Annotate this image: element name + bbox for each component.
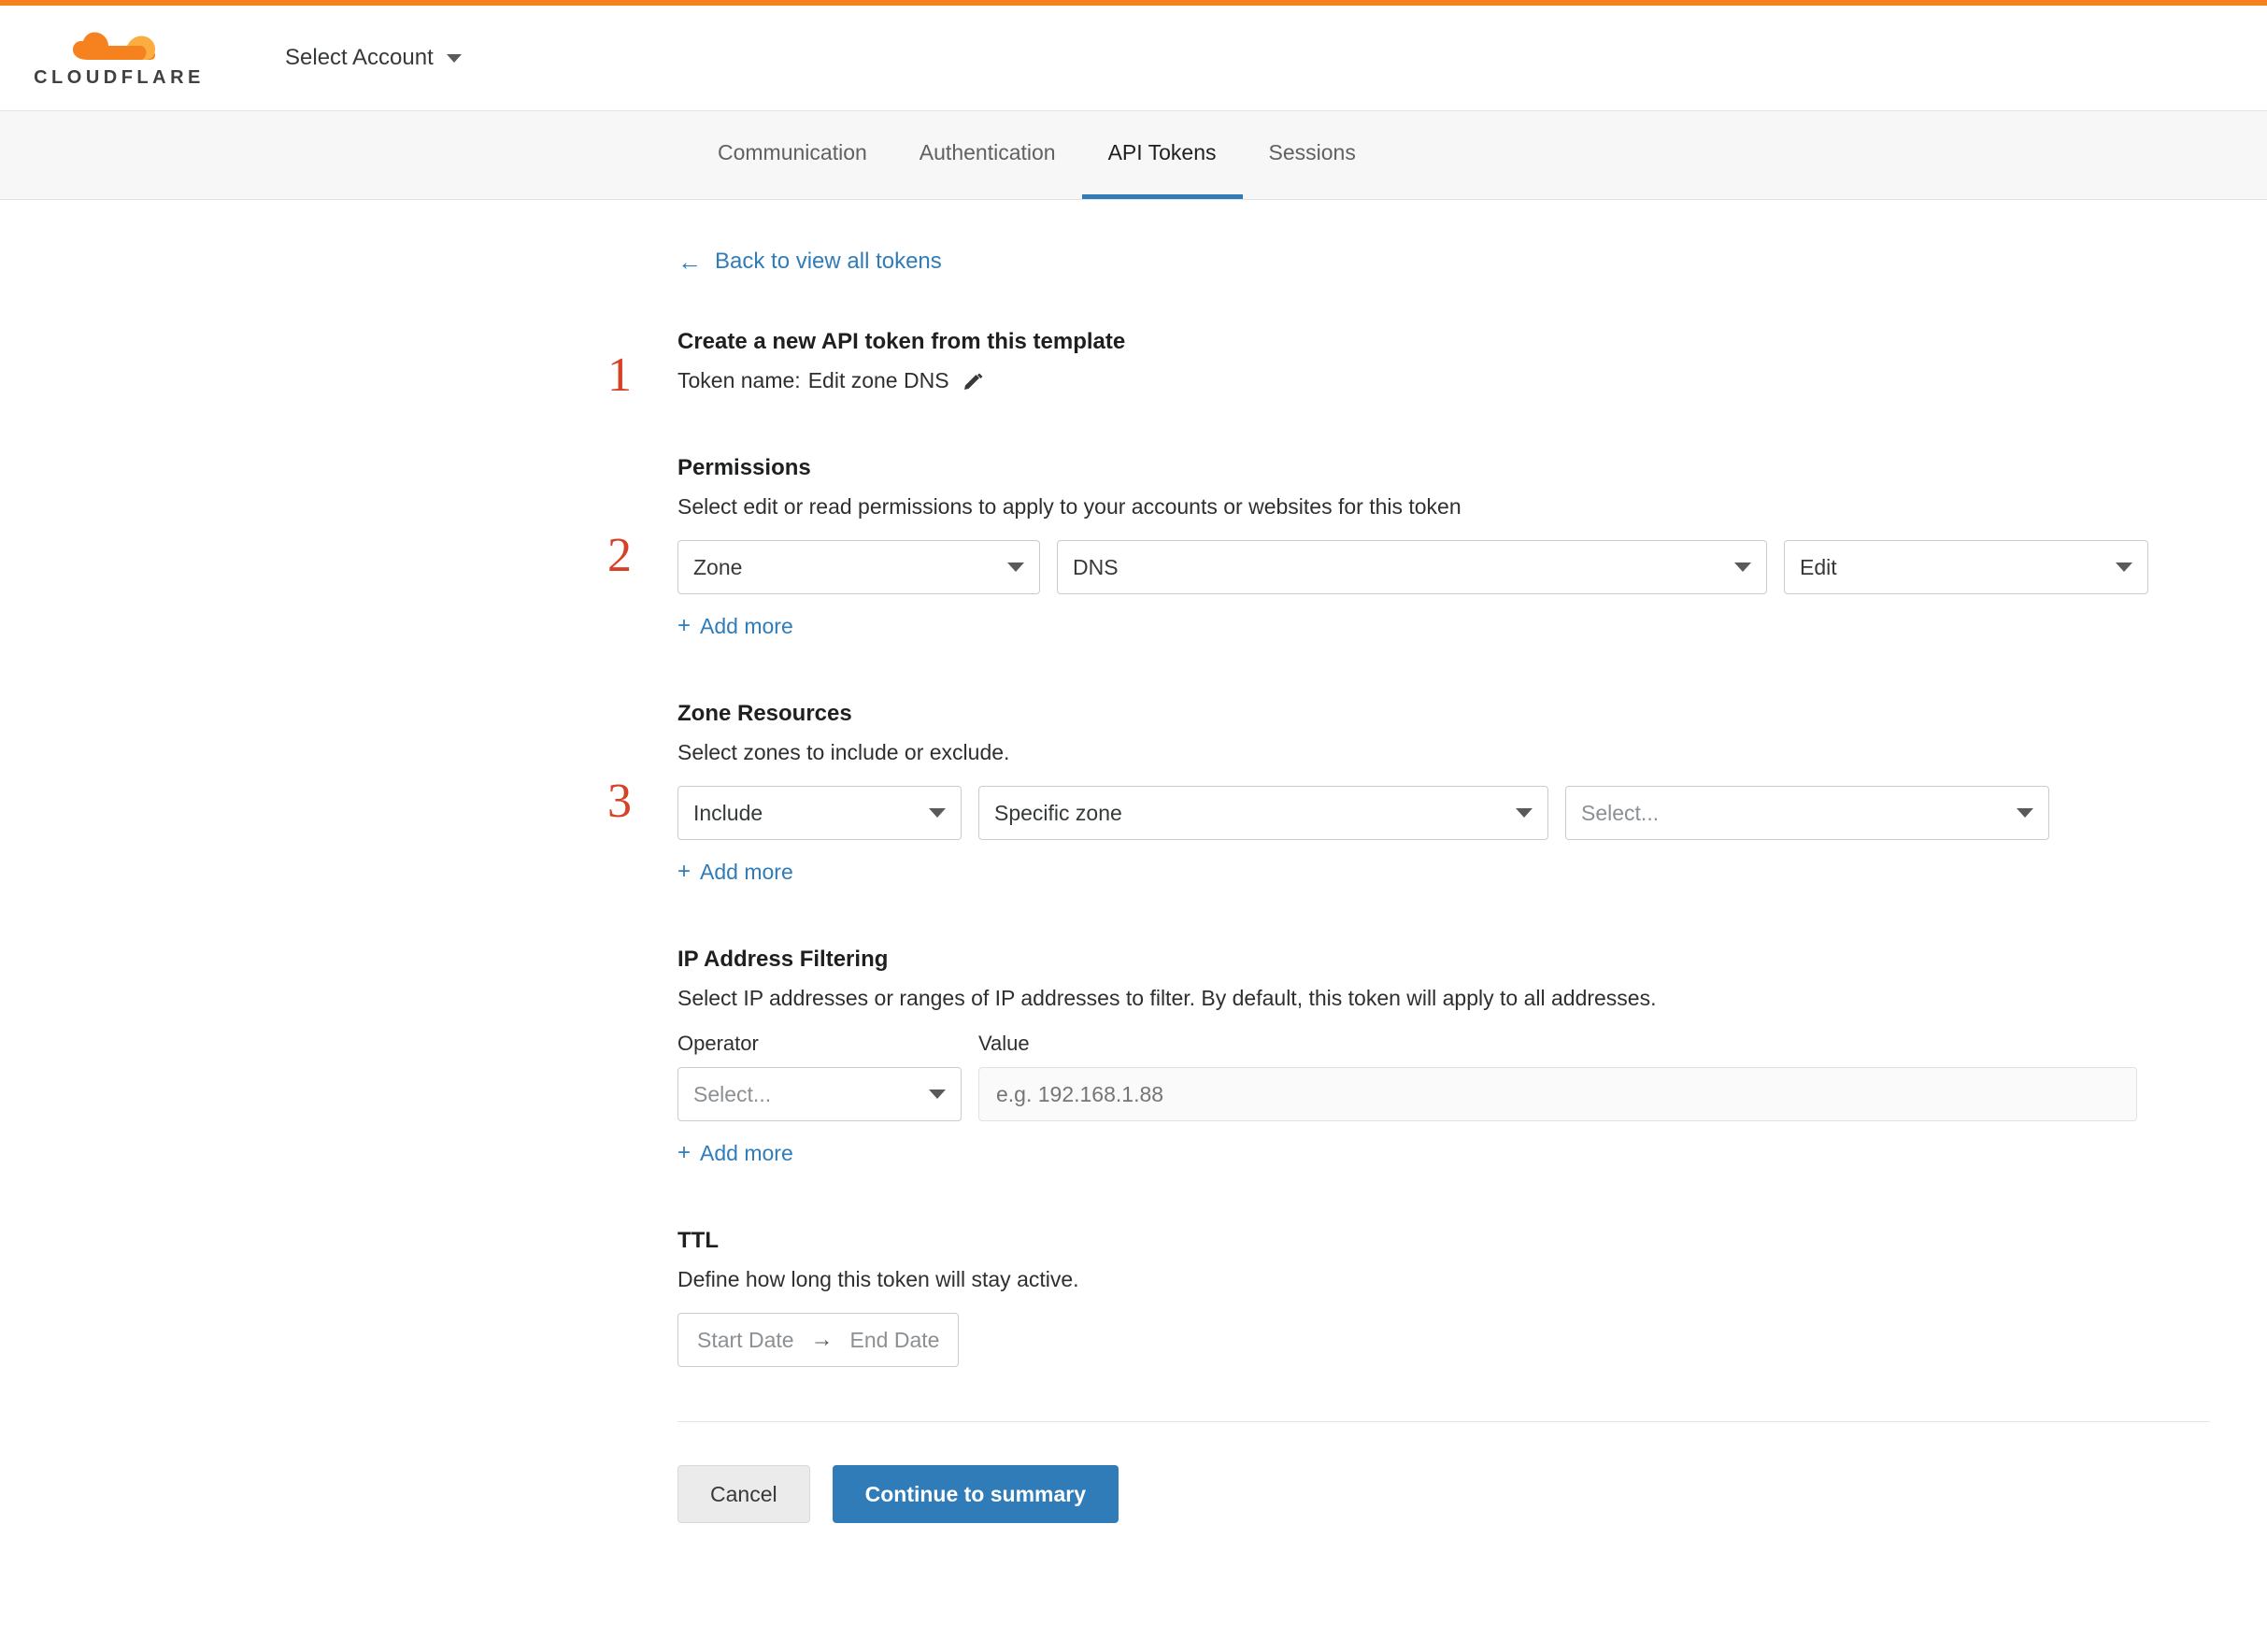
- back-to-all-tokens-link[interactable]: [677, 249, 2267, 275]
- step-number-2: 2: [607, 529, 632, 582]
- tab-sessions[interactable]: [1243, 111, 1382, 199]
- operator-label: Operator: [677, 1032, 759, 1055]
- chevron-down-icon: [1516, 808, 1533, 818]
- permission-scope-value: Zone: [693, 554, 743, 579]
- template-title: Create a new API token from this template: [677, 329, 1126, 354]
- ttl-end-date[interactable]: End Date: [849, 1327, 940, 1352]
- tab-label: Sessions: [1268, 140, 1356, 164]
- back-link-label: Back to view all tokens: [715, 249, 942, 274]
- main-content: [0, 200, 2267, 1560]
- zone-include-value: Include: [693, 800, 763, 825]
- app-header: [0, 6, 2267, 111]
- zone-value-select[interactable]: [1565, 786, 2049, 840]
- section-nav: [0, 111, 2267, 200]
- tab-communication[interactable]: [692, 111, 893, 199]
- permissions-description: Select edit or read permissions to apply to your accounts or websites for this token: [677, 494, 1461, 519]
- pencil-icon[interactable]: [962, 370, 985, 392]
- token-name-row: [677, 368, 2210, 393]
- permissions-section: [607, 455, 2210, 639]
- zone-type-value: Specific zone: [994, 800, 1122, 825]
- zone-resources-description: Select zones to include or exclude.: [677, 740, 1010, 764]
- continue-to-summary-button[interactable]: Continue to summary: [833, 1465, 1119, 1523]
- arrow-right-icon: →: [810, 1327, 834, 1352]
- ip-value-input[interactable]: [978, 1067, 2137, 1121]
- add-more-label: Add more: [700, 613, 793, 638]
- plus-icon: +: [677, 613, 692, 638]
- template-section: [607, 329, 2210, 402]
- zone-type-select[interactable]: [978, 786, 1548, 840]
- permissions-title: Permissions: [677, 455, 811, 480]
- tab-label: Authentication: [919, 140, 1056, 164]
- ip-operator-select[interactable]: [677, 1067, 962, 1121]
- chevron-down-icon: [1007, 563, 1024, 572]
- permissions-row: [677, 540, 2210, 594]
- step-number-3: 3: [607, 775, 632, 828]
- permission-resource-value: DNS: [1073, 554, 1119, 579]
- value-label: Value: [978, 1032, 1030, 1055]
- token-name-value: Edit zone DNS: [807, 368, 949, 392]
- plus-icon: +: [677, 859, 692, 884]
- ttl-description: Define how long this token will stay active.: [677, 1267, 1079, 1291]
- ip-filtering-description: Select IP addresses or ranges of IP addresses to filter. By default, this token will apply to all addresses.: [677, 986, 1657, 1010]
- ttl-title: TTL: [677, 1228, 719, 1253]
- add-more-label: Add more: [700, 1140, 793, 1165]
- zone-value-placeholder: Select...: [1581, 800, 1660, 825]
- ip-filtering-add-more-button[interactable]: [677, 1140, 793, 1166]
- cloud-icon: [69, 28, 170, 65]
- tab-authentication[interactable]: [893, 111, 1082, 199]
- cancel-button[interactable]: Cancel: [677, 1465, 810, 1523]
- footer-divider: [677, 1421, 2210, 1422]
- account-selector-label: Select Account: [285, 45, 434, 70]
- zone-resources-title: Zone Resources: [677, 701, 852, 726]
- permissions-add-more-button[interactable]: [677, 613, 793, 639]
- permission-level-value: Edit: [1800, 554, 1837, 579]
- tab-label: API Tokens: [1107, 140, 1217, 164]
- chevron-down-icon: [447, 54, 462, 63]
- logo-wordmark: CLOUDFLARE: [34, 66, 205, 88]
- tab-api-tokens[interactable]: [1082, 111, 1243, 199]
- ip-filtering-row: [677, 1032, 2210, 1121]
- permission-resource-select[interactable]: [1057, 540, 1767, 594]
- chevron-down-icon: [1734, 563, 1751, 572]
- chevron-down-icon: [929, 1089, 946, 1099]
- chevron-down-icon: [2116, 563, 2132, 572]
- zone-resources-row: [677, 786, 2210, 840]
- plus-icon: +: [677, 1140, 692, 1165]
- permission-level-select[interactable]: [1784, 540, 2148, 594]
- zone-resources-section: [607, 701, 2210, 885]
- tab-label: Communication: [718, 140, 867, 164]
- chevron-down-icon: [2017, 808, 2033, 818]
- ip-filtering-section: [677, 947, 2210, 1166]
- ip-filtering-title: IP Address Filtering: [677, 947, 889, 972]
- zone-resources-add-more-button[interactable]: [677, 859, 793, 885]
- add-more-label: Add more: [700, 859, 793, 884]
- ttl-date-range-picker[interactable]: [677, 1313, 959, 1367]
- permission-scope-select[interactable]: [677, 540, 1040, 594]
- footer-actions: [677, 1465, 2267, 1560]
- chevron-down-icon: [929, 808, 946, 818]
- token-name-label: Token name:: [677, 368, 801, 392]
- ttl-start-date[interactable]: Start Date: [697, 1327, 794, 1352]
- ttl-section: [677, 1228, 2210, 1367]
- zone-include-select[interactable]: [677, 786, 962, 840]
- cloudflare-logo[interactable]: [28, 28, 210, 89]
- account-selector[interactable]: [285, 45, 462, 71]
- ip-operator-value: Select...: [693, 1081, 772, 1106]
- arrow-left-icon: ←: [677, 248, 702, 276]
- step-number-1: 1: [607, 349, 632, 402]
